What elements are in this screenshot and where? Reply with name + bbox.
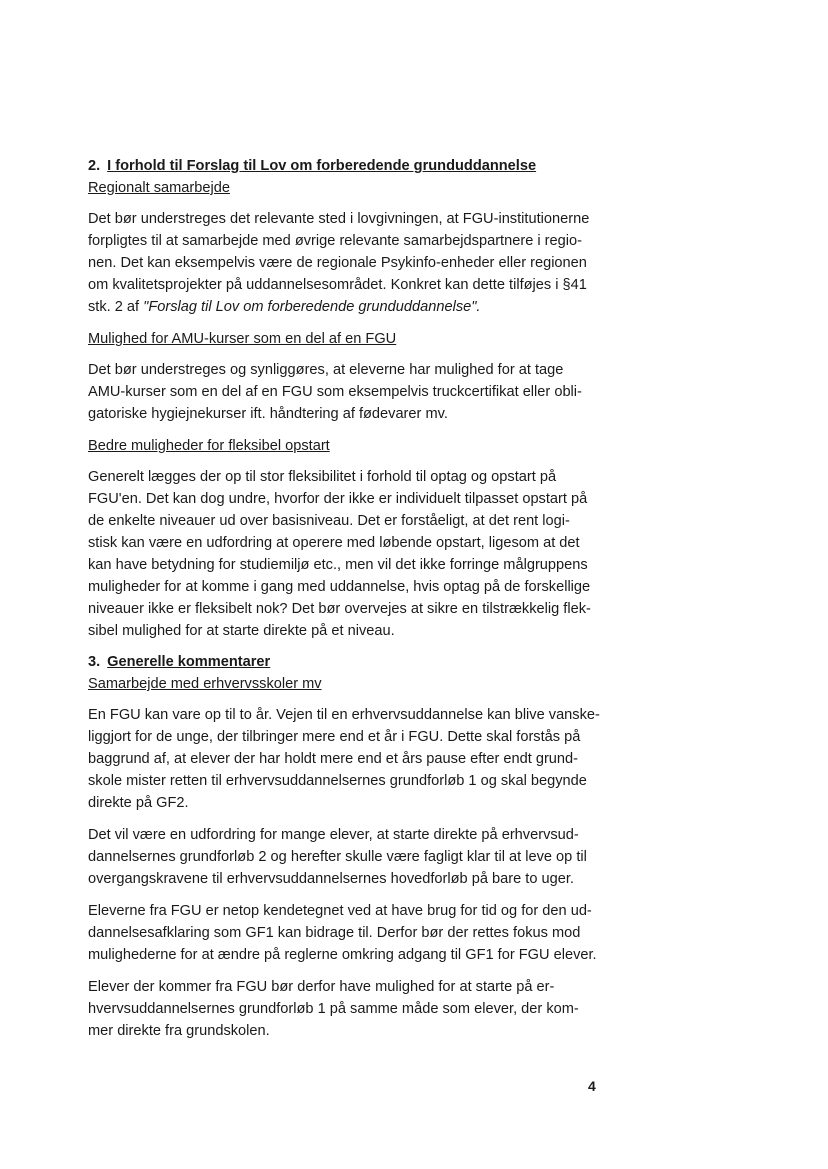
text-line: baggrund af, at elever der har holdt mere end et års pause efter endt grund- (88, 751, 579, 767)
paragraph-fgu-varighed (88, 704, 608, 814)
paragraph-regionalt-samarbejde (88, 208, 608, 318)
text-line: Det bør understreges det relevante sted i lovgivningen, at FGU-institutionerne (88, 211, 590, 227)
subheading-regionalt-samarbejde: Regionalt samarbejde (88, 180, 230, 196)
text-line: dannelsesafklaring som GF1 kan bidrage til. Derfor bør der rettes fokus mod (88, 925, 581, 941)
section-2-heading (88, 156, 608, 176)
text-line: mulighederne for at ændre på reglerne omkring adgang til GF1 for FGU elever. (88, 947, 597, 963)
page-number: 4 (588, 1078, 596, 1094)
section-3-heading (88, 652, 608, 672)
text-line: Elever der kommer fra FGU bør derfor have mulighed for at starte på er- (88, 979, 555, 995)
section-3-number: 3. (88, 654, 101, 670)
section-2-number: 2. (88, 158, 101, 174)
text-line: skole mister retten til erhvervsuddannelsernes grundforløb 1 og skal begynde (88, 773, 587, 789)
text-line: direkte på GF2. (88, 795, 189, 811)
text-line: kan have betydning for studiemiljø etc., men vil det ikke forringe målgruppens (88, 557, 588, 573)
text-line: de enkelte niveauer ud over basisniveau. Det er forståeligt, at det rent logi- (88, 513, 570, 529)
text-fragment: . (476, 299, 481, 315)
paragraph-fleksibel-opstart (88, 466, 608, 642)
text-line: sibel mulighed for at starte direkte på et niveau. (88, 623, 395, 639)
text-line: gatoriske hygiejnekurser ift. håndtering af fødevarer mv. (88, 406, 448, 422)
subheading-amu-kurser: Mulighed for AMU-kurser som en del af en FGU (88, 331, 397, 347)
text-line: Det vil være en udfordring for mange elever, at starte direkte på erhvervsud- (88, 827, 579, 843)
text-line: AMU-kurser som en del af en FGU som eksempelvis truckcertifikat eller obli- (88, 384, 582, 400)
section-2-title: I forhold til Forslag til Lov om forberedende grunduddannelse (107, 158, 537, 174)
text-line: liggjort for de unge, der tilbringer mere end et år i FGU. Dette skal forstås på (88, 729, 581, 745)
paragraph-uddannelsesafklaring (88, 900, 608, 966)
text-line: FGU'en. Det kan dog undre, hvorfor der ikke er individuelt tilpasset opstart på (88, 491, 588, 507)
text-fragment: stk. 2 af (88, 299, 144, 315)
subheading-samarbejde-erhvervsskoler: Samarbejde med erhvervsskoler mv (88, 676, 322, 692)
text-line-with-italic (88, 296, 608, 318)
page-content (88, 156, 608, 1042)
italic-law-title: "Forslag til Lov om forberedende grunduddannelse" (143, 299, 477, 315)
text-line: overgangskravene til erhvervsuddannelsernes hovedforløb på bare to uger. (88, 871, 574, 887)
paragraph-udfordring-gf2 (88, 824, 608, 890)
text-line: Det bør understreges og synliggøres, at eleverne har mulighed for at tage (88, 362, 564, 378)
text-line: Eleverne fra FGU er netop kendetegnet ved at have brug for tid og for den ud- (88, 903, 592, 919)
text-line: niveauer ikke er fleksibelt nok? Det bør overvejes at sikre en tilstrækkelig flek- (88, 601, 591, 617)
text-line: om kvalitetsprojekter på uddannelsesområdet. Konkret kan dette tilføjes i §41 (88, 277, 587, 293)
text-line: stisk kan være en udfordring at operere med løbende opstart, ligesom at det (88, 535, 580, 551)
text-line: nen. Det kan eksempelvis være de regionale Psykinfo-enheder eller regionen (88, 255, 587, 271)
text-line: dannelsernes grundforløb 2 og herefter skulle være fagligt klar til at leve op til (88, 849, 587, 865)
paragraph-amu-kurser (88, 359, 608, 425)
text-line: hvervsuddannelsernes grundforløb 1 på samme måde som elever, der kom- (88, 1001, 579, 1017)
text-line: En FGU kan vare op til to år. Vejen til en erhvervsuddannelse kan blive vanske- (88, 707, 600, 723)
text-line: Generelt lægges der op til stor fleksibilitet i forhold til optag og opstart på (88, 469, 557, 485)
section-3-title: Generelle kommentarer (107, 654, 271, 670)
text-line: forpligtes til at samarbejde med øvrige relevante samarbejdspartnere i regio- (88, 233, 582, 249)
subheading-fleksibel-opstart: Bedre muligheder for fleksibel opstart (88, 438, 330, 454)
paragraph-adgang-gf1 (88, 976, 608, 1042)
text-line: muligheder for at komme i gang med uddannelse, hvis optag på de forskellige (88, 579, 591, 595)
text-line: mer direkte fra grundskolen. (88, 1023, 270, 1039)
